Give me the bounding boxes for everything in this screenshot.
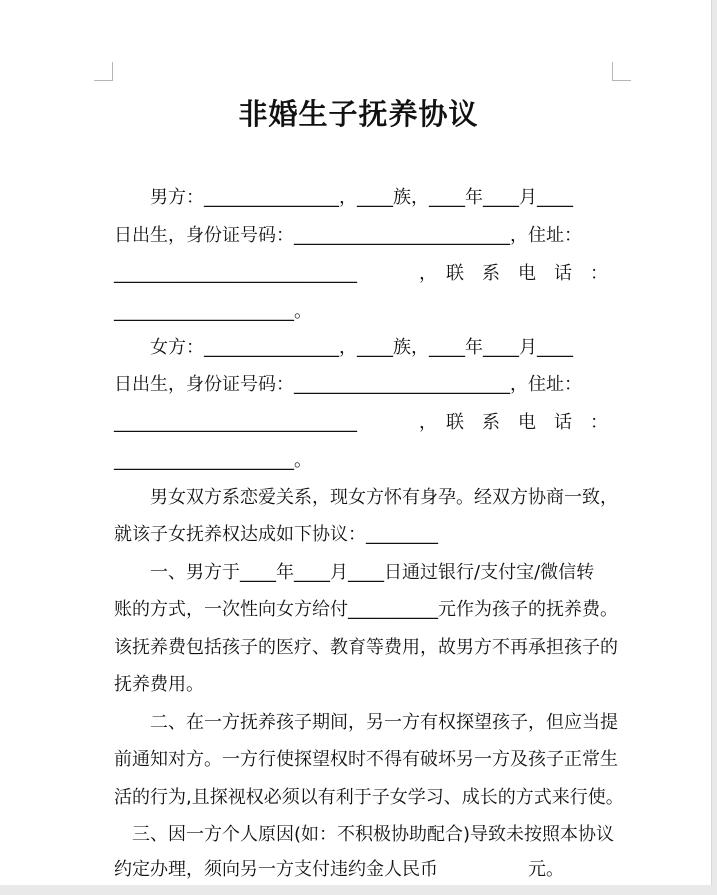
clause1-line-2: 账的方式，一次性向女方给付__________元作为孩子的抚养费。 — [114, 599, 618, 620]
male-line-2: 日出生，身份证号码：________________________，住址： — [114, 225, 582, 246]
female-line-2: 日出生，身份证号码：________________________，住址： — [114, 374, 582, 395]
page-corner-mark-right — [612, 62, 631, 81]
clause1-line-3: 该抚养费包括孩子的医疗、教育等费用，故男方不再承担孩子的 — [114, 637, 618, 658]
male-phone-label: ， 联 系 电 话 ： — [419, 263, 608, 284]
clause2-line-2: 前通知对方。一方行使探望权时不得有破坏另一方及孩子正常生 — [114, 749, 618, 770]
clause1-line-1: 一、男方于____年____月____日通过银行/支付宝/微信转 — [150, 562, 595, 583]
female-phone-label: ， 联 系 电 话 ： — [419, 412, 608, 433]
male-line-3 — [114, 262, 608, 286]
document-title: 非婚生子抚养协议 — [238, 97, 479, 131]
clause3-line-1: 三、因一方个人原因(如：不积极协助配合)导致未按照本协议 — [132, 824, 615, 845]
intro-line-1: 男女双方系恋爱关系，现女方怀有身孕。经双方协商一致， — [150, 487, 618, 508]
intro-line-2: 就该子女抚养权达成如下协议：________ — [114, 524, 438, 545]
male-address-blank: ___________________________ — [114, 263, 357, 284]
male-line-4: ____________________。 — [114, 301, 312, 322]
female-line-3 — [114, 411, 608, 435]
page-corner-mark-left — [94, 62, 113, 81]
clause2-line-3: 活的行为,且探视权必须以有利于子女学习、成长的方式来行使。 — [114, 787, 624, 808]
clause2-line-1: 二、在一方抚养孩子期间，另一方有权探望孩子，但应当提 — [150, 712, 618, 733]
clause3-line-2: 约定办理，须向另一方支付违约金人民币 元。 — [114, 859, 564, 880]
clause1-line-4: 抚养费用。 — [114, 674, 204, 695]
female-address-blank: ___________________________ — [114, 412, 357, 433]
page-gap — [0, 885, 717, 895]
female-line-1: 女方：_______________，____族，____年____月____ — [150, 337, 573, 358]
male-line-1: 男方：_______________，____族，____年____月____ — [150, 187, 573, 208]
female-line-4: ____________________。 — [114, 450, 312, 471]
